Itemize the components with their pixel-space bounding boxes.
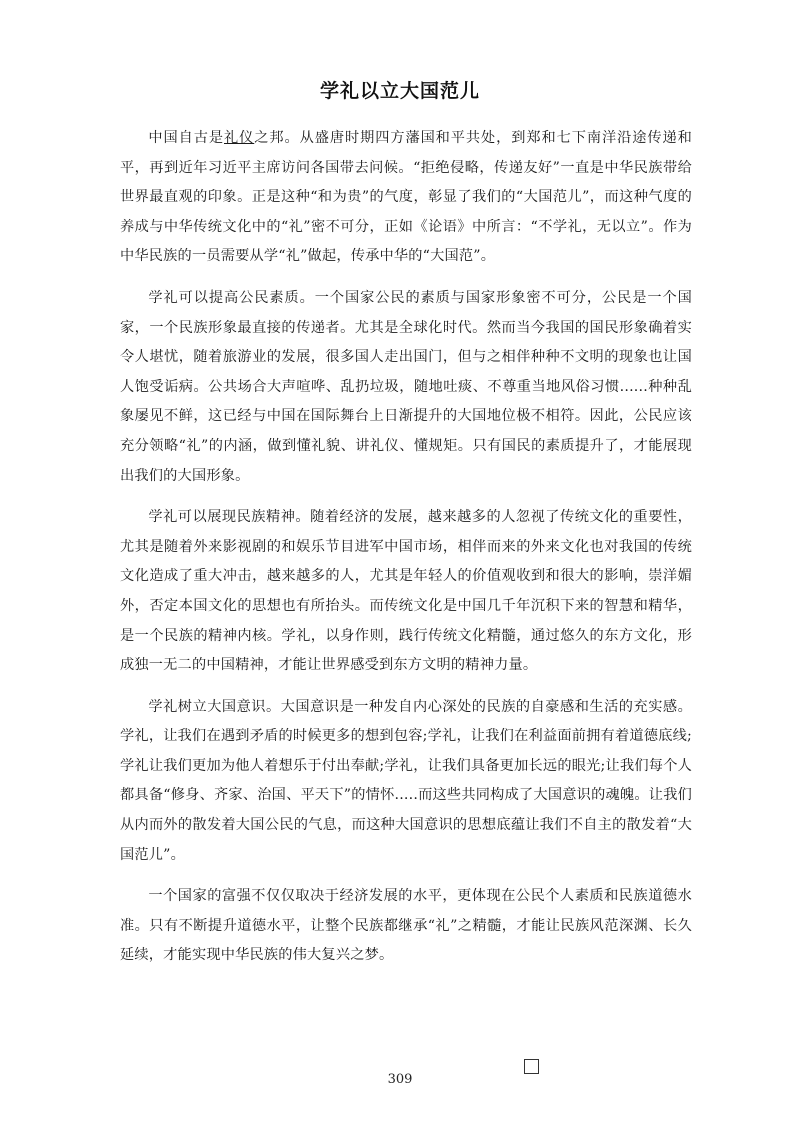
page-number: 309 [387, 1072, 413, 1087]
underlined-term: 礼仪 [224, 130, 255, 146]
paragraph-great-power-awareness: 学礼树立大国意识。大国意识是一种发自内心深处的民族的自豪感和生活的充实感。学礼，让我们在遇到矛盾的时候更多的想到包容;学礼，让我们在利益面前拥有着道德底线;学礼让我们更加为他人着想乐于付出奉献;学礼，让我们具备更加长远的眼光;让我们每个人都具备“修身、齐家、治国、平天下”的情怀.....而这些共同构成了大国意识的魂魄。让我们从内而外的散发着大国公民的气息，而这种大国意识的思想底蕴让我们不自主的散发着“大国范儿”。 [120, 698, 692, 863]
paragraph-citizen-quality: 学礼可以提高公民素质。一个国家公民的素质与国家形象密不可分，公民是一个国家，一个民族形象最直接的传递者。尤其是全球化时代。然而当今我国的国民形象确着实令人堪忧，随着旅游业的发展，很多国人走出国门，但与之相伴种种不文明的现象也让国人饱受诟病。公共场合大声喧哗、乱扔垃圾，随地吐痰、不尊重当地风俗习惯......种种乱象屡见不鲜，这已经与中国在国际舞台上日渐提升的大国地位极不相符。因此，公民应该充分领略“礼”的内涵，做到懂礼貌、讲礼仪、懂规矩。只有国民的素质提升了，才能展现出我们的大国形象。 [120, 289, 692, 484]
paragraph-intro-rest: 之邦。从盛唐时期四方藩国和平共处，到郑和七下南洋沿途传递和平，再到近年习近平主席访问各国带去问候。“拒绝侵略，传递友好”一直是中华民族带给世界最直观的印象。正是这种“和为贵”的气度，彰显了我们的“大国范儿”，而这种气度的养成与中华传统文化中的“礼”密不可分，正如《论语》中所言：“不学礼，无以立”。作为中华民族的一员需要从学“礼”做起，传承中华的“大国范”。 [120, 130, 692, 265]
paragraph-conclusion: 一个国家的富强不仅仅取决于经济发展的水平，更体现在公民个人素质和民族道德水准。只有不断提升道德水平，让整个民族都继承“礼”之精髓，才能让民族风范深渊、长久延续，才能实现中华民族的伟大复兴之梦。 [120, 888, 692, 964]
essay-body [120, 124, 692, 983]
paragraph-intro [120, 124, 692, 272]
essay-title: 学礼以立大国范儿 [319, 80, 480, 102]
paragraph-national-spirit: 学礼可以展现民族精神。随着经济的发展，越来越多的人忽视了传统文化的重要性，尤其是随着外来影视剧的和娱乐节目进军中国市场，相伴而来的外来文化也对我国的传统文化造成了重大冲击，越来越多的人，尤其是年轻人的价值观收到和很大的影响，崇洋媚外，否定本国文化的思想也有所抬头。而传统文化是中国几千年沉积下来的智慧和精华，是一个民族的精神内核。学礼，以身作则，践行传统文化精髓，通过悠久的东方文化，形成独一无二的中国精神，才能让世界感受到东方文明的精神力量。 [120, 509, 692, 674]
paragraph-intro-start: 中国自古是 [148, 130, 224, 146]
